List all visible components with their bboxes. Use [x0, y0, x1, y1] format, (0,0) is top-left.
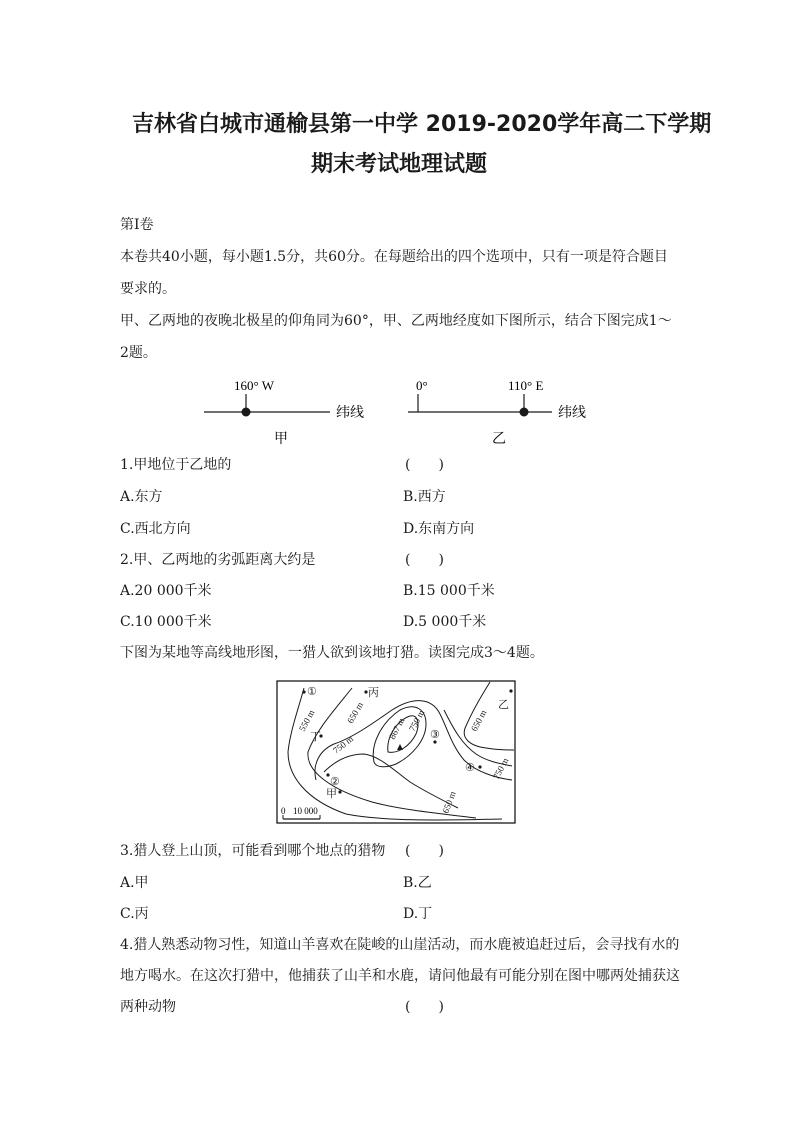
point-3-label: ③ — [430, 729, 440, 741]
contour-label-650-a: 650 m — [345, 700, 366, 725]
intro-line-1: 本卷共40小题，每小题1.5分，共60分。在每题给出的四个选项中，只有一项是符合题目 — [120, 249, 668, 265]
right-zero-label: 0° — [416, 378, 428, 393]
point-1-label: ① — [307, 686, 317, 698]
point-yi-label: 乙 — [498, 699, 509, 711]
q1-option-d: D.东南方向 — [403, 521, 475, 537]
q1-option-a: A.东方 — [120, 489, 163, 505]
q4-line-2: 地方喝水。在这次打猎中，他捕获了山羊和水鹿，请问他最有可能分别在图中哪两处捕获这 — [120, 968, 680, 984]
longitude-figure — [190, 372, 610, 448]
q2-option-c: C.10 000千米 — [120, 614, 212, 630]
page-title-line2: 期末考试地理试题 — [311, 152, 488, 177]
contour-label-650-c: 650 m — [440, 789, 458, 815]
point-ding-label: 丁 — [310, 731, 321, 743]
intro-line-2: 要求的。 — [120, 281, 176, 297]
lead1-line-1: 甲、乙两地的夜晚北极星的仰角同为60°，甲、乙两地经度如下图所示，结合下图完成1～ — [120, 313, 672, 329]
scale-value: 10 000 — [293, 806, 318, 816]
q1-option-b: B.西方 — [403, 489, 446, 505]
q3-option-a: A.甲 — [120, 875, 149, 891]
lead1-line-2: 2题。 — [120, 345, 157, 361]
q1-option-c: C.西北方向 — [120, 521, 191, 537]
q3-option-c: C.丙 — [120, 906, 149, 922]
contour-label-750-b: 750 m — [406, 708, 427, 733]
point-bing-label: 丙 — [368, 687, 379, 699]
q1-answer-paren: ( ) — [405, 457, 444, 473]
contour-label-867: 867 m — [386, 716, 407, 741]
contour-label-650-b: 650 m — [468, 708, 489, 733]
q3-stem: 3.猎人登上山顶，可能看到哪个地点的猎物 — [120, 843, 386, 859]
q4-answer-paren: ( ) — [405, 999, 444, 1015]
left-caption: 甲 — [274, 432, 288, 447]
point-jia-label: 甲 — [326, 788, 337, 800]
q3-option-b: B.乙 — [403, 875, 432, 891]
q4-line-1: 4.猎人熟悉动物习性，知道山羊喜欢在陡峻的山崖活动，而水鹿被追赶过后，会寻找有水的 — [120, 937, 680, 953]
q2-option-a: A.20 000千米 — [120, 583, 212, 599]
contour-label-750-a: 750 m — [331, 733, 356, 756]
right-longitude-label: 110° E — [508, 378, 544, 393]
q2-answer-paren: ( ) — [405, 552, 444, 568]
left-longitude-label: 160° W — [234, 378, 274, 393]
point-2-label: ② — [330, 776, 340, 788]
contour-label-550: 550 m — [296, 708, 317, 733]
q1-stem: 1.甲地位于乙地的 — [120, 457, 232, 473]
q4-line-3: 两种动物 — [120, 999, 176, 1015]
q3-answer-paren: ( ) — [405, 843, 444, 859]
volume-label: 第Ⅰ卷 — [120, 217, 154, 233]
point-4-label: ④ — [465, 762, 475, 774]
lead2-text: 下图为某地等高线地形图，一猎人欲到该地打猎。读图完成3～4题。 — [120, 645, 544, 661]
page-title-line1: 吉林省白城市通榆县第一中学 2019-2020学年高二下学期 — [132, 112, 712, 137]
left-latitude-label: 纬线 — [336, 406, 364, 421]
right-point-marker — [520, 408, 529, 417]
q3-option-d: D.丁 — [403, 906, 433, 922]
left-point-marker — [242, 408, 251, 417]
q2-stem: 2.甲、乙两地的劣弧距离大约是 — [120, 552, 316, 568]
right-latitude-label: 纬线 — [558, 406, 586, 421]
right-caption: 乙 — [492, 432, 506, 447]
q2-option-d: D.5 000千米 — [403, 614, 487, 630]
scale-zero: 0 — [281, 806, 286, 816]
q2-option-b: B.15 000千米 — [403, 583, 495, 599]
contour-label-750-c: 750 m — [490, 756, 511, 781]
contour-map — [276, 680, 517, 825]
